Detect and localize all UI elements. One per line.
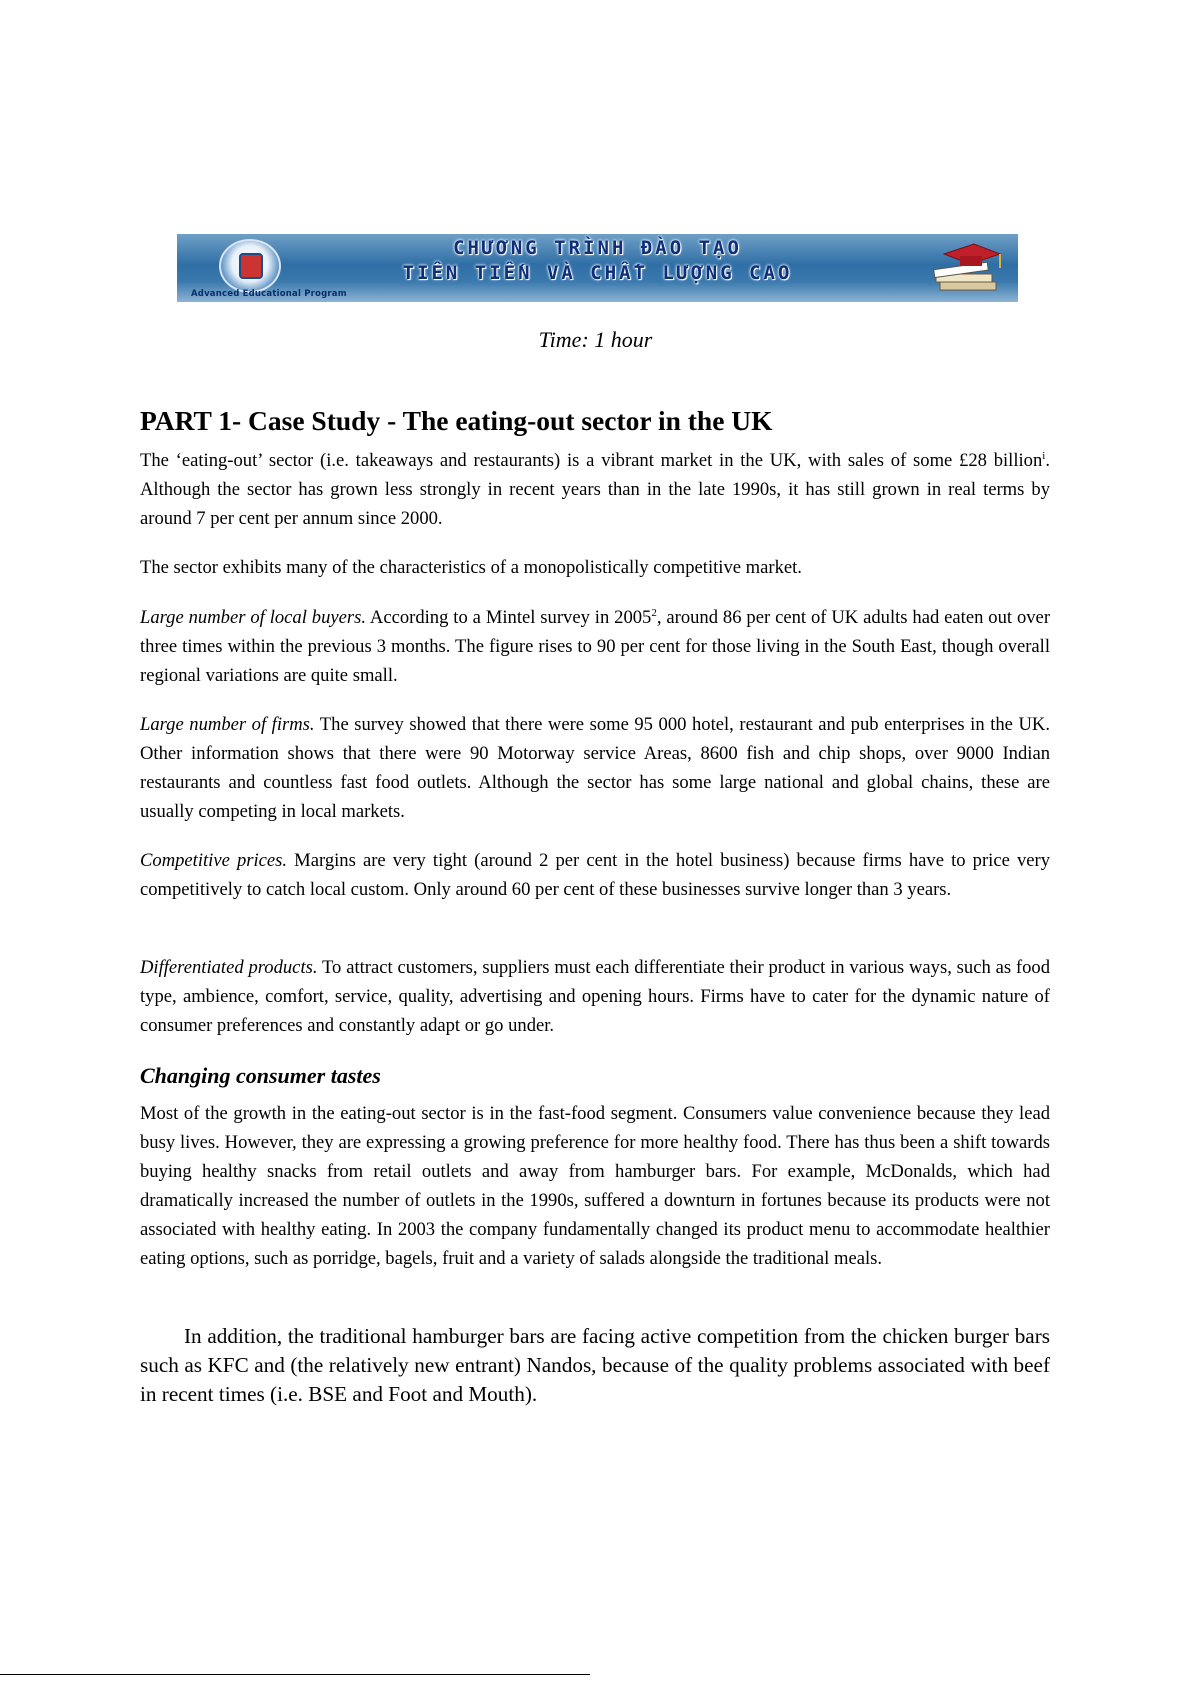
program-banner (177, 234, 1018, 302)
books-graduation-cap-icon (930, 240, 1004, 298)
paragraph-characteristics: The sector exhibits many of the characteristics of a monopolistically competitive market. (140, 557, 802, 578)
paragraph-fast-food-growth: Most of the growth in the eating-out sector is in the fast-food segment. Consumers value convenience because they lead busy lives. However, they are expressing a growing preference for more healthy food. There has thus been a shift towards buying healthy snacks from retail outlets and away from hamburger bars. For example, McDonalds, which had dramatically increased the number of outlets in the 1990s, suffered a downturn in fortunes because its products were not associated with healthy eating. In 2003 the company fundamentally changed its product menu to accommodate healthier eating options, such as porridge, bagels, fruit and a variety of salads alongside the traditional meals. (140, 1103, 1050, 1269)
paragraph-competitive-prices: Competitive prices. Margins are very tight (around 2 per cent in the hotel business) because firms have to price very competitively to catch local custom. Only around 60 per cent of these businesses survive longer than 3 years. (140, 850, 1050, 900)
paragraph-competition: In addition, the traditional hamburger bars are facing active competition from the chicken burger bars such as KFC and (the relatively new entrant) Nandos, because of the quality problems associated with beef in recent times (i.e. BSE and Foot and Mouth). (140, 1324, 1050, 1406)
footnote-divider (0, 1674, 590, 1675)
page-title: PART 1- Case Study - The eating-out sector in the UK (140, 405, 773, 436)
section-heading: Changing consumer tastes (140, 1063, 381, 1088)
paragraph-number-of-firms: Large number of firms. The survey showed that there were some 95 000 hotel, restaurant and pub enterprises in the UK. Other information shows that there were 90 Motorway service Areas, 8600 fish and chip shops, over 9000 Indian restaurants and countless fast food outlets. Although the sector has some large national and global chains, these are usually competing in local markets. (140, 714, 1050, 822)
paragraph-intro: The ‘eating-out’ sector (i.e. takeaways and restaurants) is a vibrant market in the UK, with sales of some £28 billion$^i$. Although the sector has grown less strongly in recent years than in the late 1990s, it has still grown in real terms by around 7 per cent per annum since 2000. (140, 449, 1050, 529)
banner-line-1: CHƯƠNG TRÌNH ĐÀO TẠO (453, 237, 742, 259)
paragraph-local-buyers: Large number of local buyers. According to a Mintel survey in 2005$^2$, around 86 per cent of UK adults had eaten out over three times within the previous 3 months. The figure rises to 90 per cent for those living in the South East, though overall regional variations are quite small. (140, 606, 1051, 686)
banner-caption: Advanced Educational Program (191, 289, 347, 299)
exam-duration: Time: 1 hour (538, 327, 653, 352)
banner-line-2: TIÊN TIẾN VÀ CHẤT LƯỢNG CAO (402, 262, 793, 284)
paragraph-differentiated-products: Differentiated products. To attract customers, suppliers must each differentiate their product in various ways, such as food type, ambience, comfort, service, quality, advertising and opening hours. Firms have to cater for the dynamic nature of consumer preferences and constantly adapt or go under. (140, 957, 1050, 1036)
